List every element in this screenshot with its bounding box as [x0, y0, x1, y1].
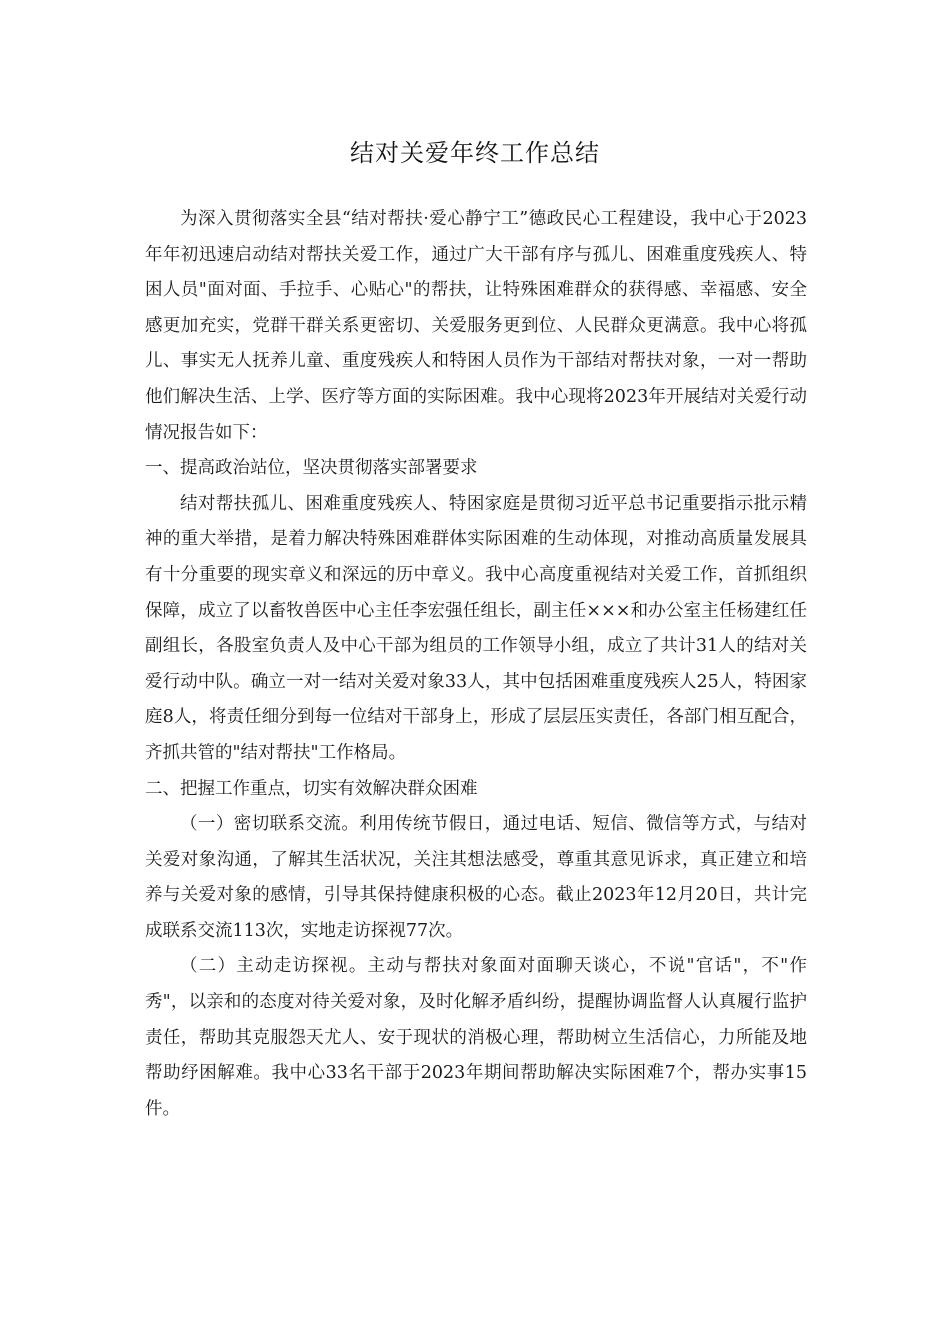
- section-1-paragraph: 结对帮扶孤儿、困难重度残疾人、特困家庭是贯彻习近平总书记重要指示批示精神的重大举措，是着力解决特殊困难群体实际困难的生动体现，对推动高质量发展具有十分重要的现实章义和深远的历中章义。我中心高度重视结对关爱工作，首抓组织保障，成立了以畜牧兽医中心主任李宏强任组长，副主任×××和办公室主任杨建红任副组长，各股室负责人及中心干部为组员的工作领导小组，成立了共计31人的结对关爱行动中队。确立一对一结对关爱对象33人，其中包括困难重度残疾人25人，特困家庭8人，将责任细分到每一位结对干部身上，形成了层层压实责任，各部门相互配合，齐抓共管的"结对帮扶"工作格局。: [145, 493, 807, 763]
- document-body: [145, 202, 807, 1127]
- document-title: 结对关爱年终工作总结: [350, 139, 600, 167]
- intro-paragraph: 为深入贯彻落实全县“结对帮扶·爱心静宁工”德政民心工程建设，我中心于2023年年初迅速启动结对帮扶关爱工作，通过广大干部有序与孤儿、困难重度残疾人、特困人员"面对面、手拉手、心贴心"的帮扶，让特殊困难群众的获得感、幸福感、安全感更加充实，党群干群关系更密切、关爱服务更到位、人民群众更满意。我中心将孤儿、事实无人抚养儿童、重度残疾人和特困人员作为干部结对帮扶对象，一对一帮助他们解决生活、上学、医疗等方面的实际困难。我中心现将2023年开展结对关爱行动情况报告如下：: [145, 209, 807, 443]
- section-heading-1: 一、提高政治站位，坚决贯彻落实部署要求: [145, 458, 478, 479]
- subsection-1-paragraph: （一）密切联系交流。利用传统节假日，通过电话、短信、微信等方式，与结对关爱对象沟通，了解其生活状况，关注其想法感受，尊重其意见诉求，真正建立和培养与关爱对象的感情，引导其保持健康积极的心态。截止2023年12月20日，共计完成联系交流113次，实地走访探视77次。: [145, 814, 807, 941]
- subsection-2-paragraph: （二）主动走访探视。主动与帮扶对象面对面聊天谈心，不说"官话"，不"作秀"，以亲和的态度对待关爱对象，及时化解矛盾纠纷，提醒协调监督人认真履行监护责任，帮助其克服怨天尤人、安于现状的消极心理，帮助树立生活信心，力所能及地帮助纾困解难。我中心33名干部于2023年期间帮助解决实际困难7个，帮办实事15件。: [145, 956, 807, 1119]
- section-heading-2: 二、把握工作重点，切实有效解决群众困难: [145, 778, 478, 799]
